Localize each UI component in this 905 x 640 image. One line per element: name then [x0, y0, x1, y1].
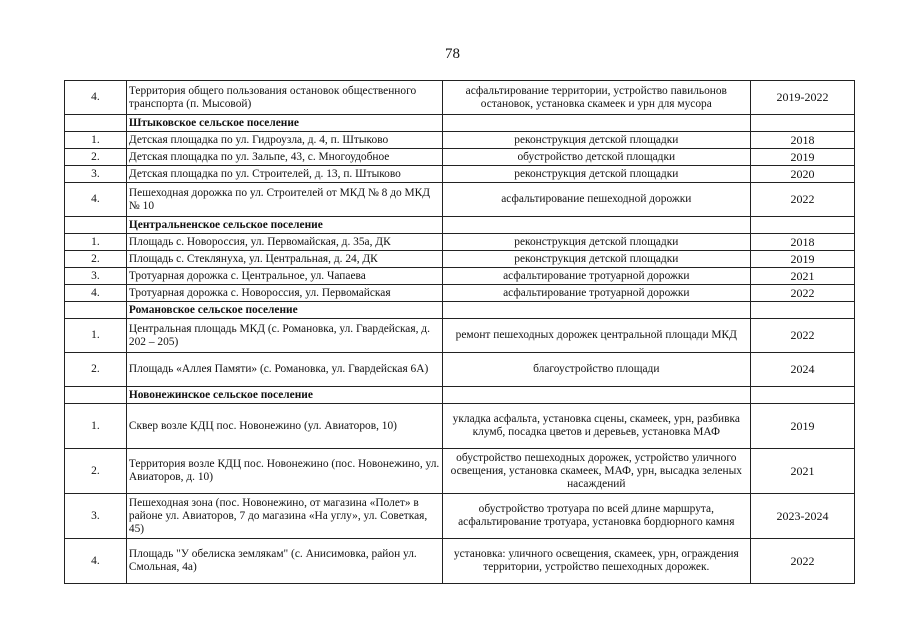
object-cell: Пешеходная дорожка по ул. Строителей от МКД № 8 до МКД № 10 [126, 183, 442, 217]
years-cell [751, 387, 855, 404]
table-row [65, 166, 855, 183]
years-cell [751, 302, 855, 319]
work-cell [442, 387, 751, 404]
table-row [65, 149, 855, 166]
improvement-table [64, 80, 855, 584]
work-cell: обустройство детской площадки [442, 149, 751, 166]
work-cell: установка: уличного освещения, скамеек, урн, ограждения территории, устройство пешеходных дорожек. [442, 539, 751, 584]
page-number: 78 [445, 46, 460, 62]
object-cell: Детская площадка по ул. Зальпе, 43, с. Многоудобное [126, 149, 442, 166]
years-cell: 2019 [751, 149, 855, 166]
work-cell [442, 302, 751, 319]
years-cell: 2019-2022 [751, 81, 855, 115]
object-cell: Площадь с. Стеклянуха, ул. Центральная, д. 24, ДК [126, 251, 442, 268]
table-row [65, 285, 855, 302]
object-cell: Детская площадка по ул. Гидроузла, д. 4, п. Штыково [126, 132, 442, 149]
object-cell: Территория общего пользования остановок общественного транспорта (п. Мысовой) [126, 81, 442, 115]
work-cell: асфальтирование территории, устройство павильонов остановок, установка скамеек и урн для мусора [442, 81, 751, 115]
years-cell: 2021 [751, 268, 855, 285]
work-cell: реконструкция детской площадки [442, 166, 751, 183]
table-row [65, 494, 855, 539]
table-row [65, 353, 855, 387]
work-cell [442, 115, 751, 132]
row-number-cell: 3. [65, 268, 127, 285]
work-cell: асфальтирование тротуарной дорожки [442, 285, 751, 302]
object-cell: Тротуарная дорожка с. Новороссия, ул. Первомайская [126, 285, 442, 302]
row-number-cell: 1. [65, 319, 127, 353]
row-number-cell [65, 302, 127, 319]
object-cell: Территория возле КДЦ пос. Новонежино (пос. Новонежино, ул. Авиаторов, д. 10) [126, 449, 442, 494]
work-cell: реконструкция детской площадки [442, 251, 751, 268]
object-cell: Площадь «Аллея Памяти» (с. Романовка, ул. Гвардейская 6А) [126, 353, 442, 387]
table-row [65, 132, 855, 149]
work-cell: реконструкция детской площадки [442, 132, 751, 149]
years-cell: 2018 [751, 234, 855, 251]
row-number-cell [65, 115, 127, 132]
object-cell: Пешеходная зона (пос. Новонежино, от магазина «Полет» в районе ул. Авиаторов, 7 до магазина «На углу», ул. Советкая, 45) [126, 494, 442, 539]
work-cell: обустройство тротуара по всей длине маршрута, асфальтирование тротуара, установка бордюрного камня [442, 494, 751, 539]
section-row [65, 302, 855, 319]
work-cell: асфальтирование тротуарной дорожки [442, 268, 751, 285]
row-number-cell: 4. [65, 285, 127, 302]
years-cell: 2022 [751, 183, 855, 217]
table-row [65, 268, 855, 285]
work-cell: ремонт пешеходных дорожек центральной площади МКД [442, 319, 751, 353]
table-row [65, 234, 855, 251]
work-cell: укладка асфальта, установка сцены, скамеек, урн, разбивка клумб, посадка цветов и деревьев, установка МАФ [442, 404, 751, 449]
years-cell: 2022 [751, 539, 855, 584]
years-cell: 2019 [751, 404, 855, 449]
work-cell: благоустройство площади [442, 353, 751, 387]
object-cell: Площадь "У обелиска землякам" (с. Анисимовка, район ул. Смольная, 4а) [126, 539, 442, 584]
years-cell: 2022 [751, 319, 855, 353]
row-number-cell [65, 387, 127, 404]
work-cell [442, 217, 751, 234]
years-cell: 2022 [751, 285, 855, 302]
object-cell: Тротуарная дорожка с. Центральное, ул. Чапаева [126, 268, 442, 285]
work-cell: реконструкция детской площадки [442, 234, 751, 251]
years-cell: 2019 [751, 251, 855, 268]
row-number-cell: 1. [65, 234, 127, 251]
object-cell: Детская площадка по ул. Строителей, д. 13, п. Штыково [126, 166, 442, 183]
row-number-cell: 1. [65, 404, 127, 449]
table-row [65, 539, 855, 584]
row-number-cell: 1. [65, 132, 127, 149]
row-number-cell: 4. [65, 81, 127, 115]
years-cell: 2020 [751, 166, 855, 183]
row-number-cell: 2. [65, 251, 127, 268]
row-number-cell [65, 217, 127, 234]
table-row [65, 251, 855, 268]
row-number-cell: 4. [65, 539, 127, 584]
years-cell: 2023-2024 [751, 494, 855, 539]
object-cell: Сквер возле КДЦ пос. Новонежино (ул. Авиаторов, 10) [126, 404, 442, 449]
section-title: Штыковское сельское поселение [126, 115, 442, 132]
table-row [65, 319, 855, 353]
table-row [65, 81, 855, 115]
section-title: Новонежинское сельское поселение [126, 387, 442, 404]
row-number-cell: 2. [65, 449, 127, 494]
row-number-cell: 4. [65, 183, 127, 217]
section-title: Центральненское сельское поселение [126, 217, 442, 234]
table-row [65, 449, 855, 494]
years-cell: 2024 [751, 353, 855, 387]
object-cell: Площадь с. Новороссия, ул. Первомайская, д. 35а, ДК [126, 234, 442, 251]
row-number-cell: 2. [65, 353, 127, 387]
object-cell: Центральная площадь МКД (с. Романовка, ул. Гвардейская, д. 202 – 205) [126, 319, 442, 353]
row-number-cell: 2. [65, 149, 127, 166]
table-body [65, 81, 855, 584]
row-number-cell: 3. [65, 166, 127, 183]
section-row [65, 387, 855, 404]
section-row [65, 115, 855, 132]
table-row [65, 404, 855, 449]
work-cell: асфальтирование пешеходной дорожки [442, 183, 751, 217]
years-cell [751, 115, 855, 132]
section-title: Романовское сельское поселение [126, 302, 442, 319]
years-cell: 2018 [751, 132, 855, 149]
section-row [65, 217, 855, 234]
years-cell [751, 217, 855, 234]
years-cell: 2021 [751, 449, 855, 494]
work-cell: обустройство пешеходных дорожек, устройство уличного освещения, установка скамеек, МАФ, урн, высадка зеленых насаждений [442, 449, 751, 494]
row-number-cell: 3. [65, 494, 127, 539]
table-row [65, 183, 855, 217]
